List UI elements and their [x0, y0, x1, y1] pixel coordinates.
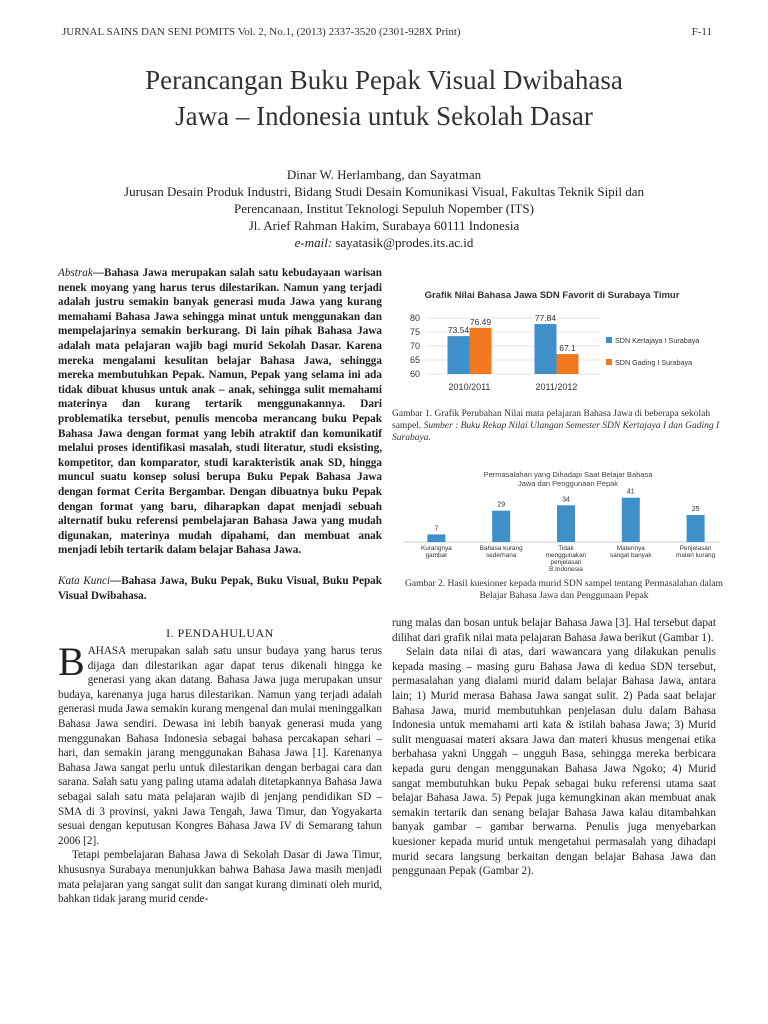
chart-1-ytick-label: 60: [409, 369, 420, 379]
chart-2-bar: [687, 515, 705, 542]
paper-title: [40, 62, 728, 134]
email-label: e-mail:: [294, 235, 333, 250]
chart-2-data-label: 34: [562, 496, 570, 504]
chart-2-category-label: sangat banyak: [610, 552, 652, 559]
abstract: [58, 266, 382, 558]
affiliation-line-2: Perencanaan, Institut Teknologi Sepuluh Nopember (ITS): [234, 201, 534, 216]
figure-1-caption-source: Sumber : Buku Rekap Nilai Ulangan Semester SDN Kertajaya I dan Gading I Surabaya.: [392, 421, 720, 443]
chart-1-legend-label: SDN Gading I Surabaya: [615, 358, 693, 367]
chart-2-category-label: penjelasan: [550, 559, 582, 566]
figure-2-chart: [392, 466, 728, 576]
paragraph-4: Selain data nilai di atas, dari wawancara yang dilakukan penulis kepada masing – masing guru Bahasa Jawa di kedua SDN tersebut, permasalahan yang dialami murid dalam belajar Bahasa Jawa, antara lain; 1) Murid merasa Bahasa Jawa sangat sulit. 2) Pada saat belajar Bahasa Jawa, murid membutuhkan penjelasan dulu dalam Bahasa Indonesia untuk memahami arti kata & istilah bahasa Jawa; 3) Murid sulit menguasai materi aksara Jawa dan materi khusus mengenai etika berbahasa yakni Unggah – ungguh Basa, sehingga mereka berbicara kepada guru dengan menggunakan Bahasa Jawa Ngoko; 4) Murid sangat membutuhkan buku Pepak sebagai buku referensi utama saat belajar Bahasa Jawa. 5) Pepak juga kemungkinan akan membuat anak semakin tertarik dan senang belajar Bahasa Jawa kalau ditambahkan banyak gambar – gambar berwarna. Penulis juga menyebarkan kuesioner kepada murid untuk mengetahui permasalah yang dihadapi murid secara langsung berkaitan dengan belajar Bahasa Jawa dan penggunaan Pepak (Gambar 2).: [392, 646, 716, 878]
page-number: F-11: [691, 26, 712, 38]
chart-1-ytick-label: 75: [409, 327, 420, 337]
address: Jl. Arief Rahman Hakim, Surabaya 60111 Indonesia: [248, 218, 520, 233]
email-line: [60, 234, 708, 251]
figure-1-caption-text: Gambar 1. Grafik Perubahan Nilai mata pelajaran Bahasa Jawa di beberapa sekolah sampel.: [392, 409, 711, 431]
chart-2-data-label: 25: [691, 506, 700, 513]
chart-2-title-line-1: Permasalahan yang Dihadapi Saat Belajar Bahasa: [483, 470, 653, 479]
paragraph-1-text: AHASA merupakan salah satu unsur budaya yang harus terus dijaga dan dilestarikan agar dapat terus dikenali hingga ke generasi yang akan datang. Bahasa Jawa juga merupakan unsur budaya, karenanya juga harus dilestarikan. Namun yang terjadi adalah generasi muda Jawa semakin kurang mengenal dan mulai meninggalkan Bahasa Jawa sendiri. Dewasa ini lebih banyak generasi muda yang menggunakan Bahasa Indonesia sebagai bahasa percakapan sehari – hari, dan semakin jarang menggunakan Bahasa Jawa [1]. Karenanya Bahasa Jawa sangat perlu untuk dilestarikan dengan berbagai cara dan sarana. Salah satu yang paling utama adalah ditetapkannya Bahasa Jawa sebagai salah satu mata pelajaran wajib di jenjang pendidikan SD – SMA di 3 provinsi, yakni Jawa Tengah, Jawa Timur, dan Yogyakarta sesuai dengan keputusan Kongres Bahasa Jawa IV di Semarang tahun 2006 [2].: [58, 645, 382, 847]
drop-cap: B: [58, 639, 85, 684]
chart-2-category-label: Kurangnya: [420, 545, 452, 552]
keywords: [58, 574, 382, 603]
figure-2-caption: Gambar 2. Hasil kuesioner kepada murid SDN sampel tentang Permasalahan dalam Belajar Bahasa Jawa dan Penggunaan Pepak: [405, 579, 723, 601]
paragraph-1: [58, 639, 382, 848]
journal-info: JURNAL SAINS DAN SENI POMITS Vol. 2, No.1, (2013) 2337-3520 (2301-928X Print): [62, 26, 461, 38]
chart-1-bar: [448, 336, 470, 374]
chart-1-bar: [557, 354, 579, 374]
chart-1-ytick-label: 65: [409, 355, 420, 365]
chart-2-category-label: Penjelasan: [679, 545, 712, 552]
chart-2-title-line-2: Jawa dan Penggunaan Pepak: [517, 479, 619, 488]
chart-2-category-label: Bahasa kurang: [479, 545, 523, 552]
chart-1-ytick-label: 70: [409, 341, 420, 351]
chart-2-data-label: 41: [626, 488, 635, 496]
title-line-2: Jawa – Indonesia untuk Sekolah Dasar: [175, 101, 593, 131]
chart-1-bar: [535, 324, 557, 374]
chart-2-category-label: menggunakan: [545, 552, 587, 559]
keywords-label: Kata Kunci: [58, 575, 111, 587]
paragraph-3: rung malas dan bosan untuk belajar Bahasa Jawa [3]. Hal tersebut dapat dilihat dari grafik nilai mata pelajaran Bahasa Jawa berikut (Gambar 1).: [392, 617, 716, 644]
chart-2-data-label: 29: [497, 501, 506, 509]
abstract-text: —Bahasa Jawa merupakan salah satu kebudayaan warisan nenek moyang yang harus terus dilestarikan. Namun yang terjadi adalah justru semakin banyak generasi muda Jawa yang kurang memahami Bahasa Jawa sehingga minat untuk menggunakan dan mempelajarinya semakin berkurang. Di lain pihak Bahasa Jawa adalah mata pelajaran wajib bagi murid Sekolah Dasar. Karena mereka mengalami kesulitan belajar Bahasa Jawa, sehingga mereka membutuhkan Pepak. Namun, Pepak yang selama ini ada tidak dibuat khusus untuk anak – anak, sehingga sulit memahami materinya dan kurang tertarik menggunakannya. Dari problematika tersebut, penulis mencoba merancang buku Pepak Bahasa Jawa dengan format yang lebih atraktif dan komunikatif melalui proses identifikasi masalah, studi literatur, studi eksisting, kompetitor, dan komparator, studi karakteristik anak SD, hingga muncul suatu konsep solusi berupa Buku Pepak Bahasa Jawa dengan format Cerita Bergambar. Dengan dibuatnya buku Pepak dengan format yang baru, diharapkan dapat menjadi sebuah alternatif buku referensi pembelajaran Bahasa Jawa yang mudah digunakan, materinya mudah dipahami, dan membuat anak menjadi lebih tertarik dalam belajar Bahasa Jawa.: [58, 267, 382, 557]
chart-1-legend-label: SDN Kertajaya I Surabaya: [615, 336, 700, 345]
chart-2-category-label: B.Indonesia: [549, 566, 583, 573]
figure-1-chart: [392, 286, 728, 404]
body-left: [58, 639, 382, 907]
chart-1-data-label: 67.1: [559, 343, 576, 354]
figure-1-caption: [392, 408, 728, 444]
title-line-1: Perancangan Buku Pepak Visual Dwibahasa: [145, 65, 623, 95]
affiliation-line-1: Jurusan Desain Produk Industri, Bidang Studi Desain Komunikasi Visual, Fakultas Teknik Sipil dan: [124, 184, 644, 199]
chart-1-title: Grafik Nilai Bahasa Jawa SDN Favorit di Surabaya Timur: [424, 290, 680, 301]
chart-2-bar: [557, 505, 575, 542]
abstract-label: Abstrak: [58, 267, 93, 279]
chart-2-category-label: Tidak: [558, 545, 574, 552]
author-block: [60, 166, 708, 251]
section-heading: I. PENDAHULUAN: [166, 626, 274, 640]
chart-2-data-label: 7: [434, 525, 439, 533]
chart-1-category-label: 2010/2011: [448, 382, 491, 392]
chart-1-legend-swatch: [606, 359, 612, 365]
chart-1-data-label: 77.84: [534, 313, 557, 324]
author-names: Dinar W. Herlambang, dan Sayatman: [286, 167, 482, 182]
chart-2-bar: [492, 511, 510, 542]
chart-1-data-label: 76.49: [469, 316, 492, 327]
body-right: [392, 616, 716, 879]
chart-1-data-label: 73.54: [447, 325, 470, 336]
email-address[interactable]: sayatasik@prodes.its.ac.id: [335, 235, 474, 250]
chart-1-legend-swatch: [606, 337, 612, 343]
chart-2-category-label: Materinya: [616, 545, 645, 552]
keywords-text: —Bahasa Jawa, Buku Pepak, Buku Visual, Buku Pepak Visual Dwibahasa.: [58, 575, 382, 602]
running-header: [62, 26, 712, 38]
paragraph-2: Tetapi pembelajaran Bahasa Jawa di Sekolah Dasar di Jawa Timur, khususnya Surabaya menunjukkan bahwa Bahasa Jawa masih menjadi mata pelajaran yang sangat sulit dan sangat kurang diminati oleh murid, bahkan tidak jarang murid cende-: [58, 849, 382, 906]
chart-2-bar: [427, 534, 445, 542]
chart-1-ytick-label: 80: [409, 313, 420, 323]
chart-2-category-label: gambar: [425, 552, 448, 559]
chart-2-category-label: materi kurang: [676, 552, 716, 559]
chart-2-bar: [622, 498, 640, 542]
chart-1-bar: [470, 328, 492, 374]
chart-2-category-label: sederhana: [486, 552, 517, 559]
chart-1-category-label: 2011/2012: [535, 382, 578, 392]
